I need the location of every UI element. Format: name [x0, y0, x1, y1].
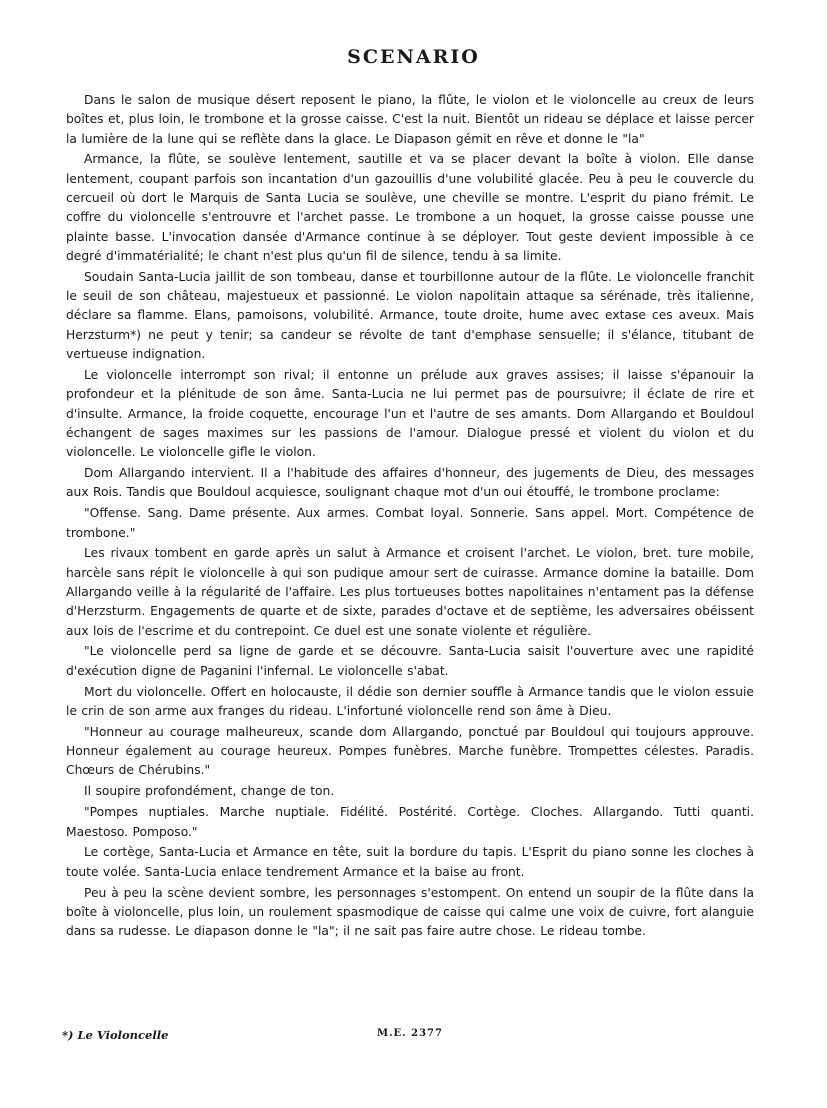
page-title: SCENARIO [347, 46, 480, 68]
plate-number: M.E. 2377 [377, 1028, 443, 1039]
paragraph: Armance, la flûte, se soulève lentement, sautille et va se placer devant la boîte à violon. Elle danse lentement, coupant parfois son incantation d'un gazouillis d'une volubilité glacée. Peu à peu le couvercle du cercueil où dort le Marquis de Santa Lucia se soulève, une cheville se montre. L'esprit du piano frémit. Le coffre du violoncelle s'entrouvre et l'archet passe. Le trombone a un hoquet, la grosse caisse pousse une plainte basse. L'invocation dansée d'Armance continue à se déployer. Tout geste devient impossible à ce degré d'immatérialité; le chant n'est plus qu'un fil de silence, tendu à sa limite. [66, 152, 754, 263]
paragraph: Peu à peu la scène devient sombre, les personnages s'estompent. On entend un soupir de la flûte dans la boîte à violoncelle, plus loin, un roulement spasmodique de caisse qui calme une voix de cuivre, fort alanguie dans sa rudesse. Le diapason donne le "la"; il ne sait pas faire autre chose. Le rideau tombe. [66, 885, 754, 939]
paragraph: "Offense. Sang. Dame présente. Aux armes. Combat loyal. Sonnerie. Sans appel. Mort. Compétence de trombone." [66, 506, 754, 540]
paragraph: Mort du violoncelle. Offert en holocauste, il dédie son dernier souffle à Armance tandis que le violon essuie le crin de son arme aux franges du rideau. L'infortuné violoncelle rend son âme à Dieu. [66, 684, 754, 718]
paragraph: Le cortège, Santa-Lucia et Armance en tête, suit la bordure du tapis. L'Esprit du piano sonne les cloches à toute volée. Santa-Lucia enlace tendrement Armance et la baise au front. [66, 845, 754, 879]
footnote: *) Le Violoncelle [62, 1028, 169, 1042]
paragraph: "Pompes nuptiales. Marche nuptiale. Fidélité. Postérité. Cortège. Cloches. Allargando. Tutti quanti. Maestoso. Pomposo." [66, 805, 754, 839]
scenario-text [66, 91, 754, 943]
paragraph: "Honneur au courage malheureux, scande dom Allargando, ponctué par Bouldoul qui toujours approuve. Honneur également au courage heureux. Pompes funèbres. Marche funèbre. Trompettes célestes. Paradis. Chœurs de Chérubins." [66, 724, 754, 778]
paragraph: Le violoncelle interrompt son rival; il entonne un prélude aux graves assises; il laisse s'épanouir la profondeur et la plénitude de son âme. Santa-Lucia ne lui permet pas de poursuivre; il éclate de rire et d'insulte. Armance, la froide coquette, encourage l'un et l'autre de ses amants. Dom Allargando et Bouldoul échangent de sages maximes sur les passions de l'amour. Dialogue pressé et violent du violon et du violoncelle. Le violoncelle gifle le violon. [66, 367, 754, 460]
page-footer [62, 1028, 762, 1048]
paragraph: Dans le salon de musique désert reposent le piano, la flûte, le violon et le violoncelle au creux de leurs boîtes et, plus loin, le trombone et la grosse caisse. C'est la nuit. Bientôt un rideau se déplace et laisse percer la lumière de la lune qui se reflète dans la glace. Le Diapason gémit en rêve et donne le "la" [66, 93, 754, 146]
paragraph: Dom Allargando intervient. Il a l'habitude des affaires d'honneur, des jugements de Dieu, des messages aux Rois. Tandis que Bouldoul acquiesce, soulignant chaque mot d'un oui étouffé, le trombone proclame: [66, 466, 754, 500]
paragraph: Les rivaux tombent en garde après un salut à Armance et croisent l'archet. Le violon, bret. ture mobile, harcèle sans répit le violoncelle à qui son pudique amour sert de cuirasse. Armance domine la bataille. Dom Allargando veille à la régularité de l'affaire. Les plus tortueuses bottes napolitaines n'entament pas la défense d'Herzsturm. Engagements de quarte et de sixte, parades d'octave et de septième, les adversaires obéissent aux lois de l'escrime et du contrepoint. Ce duel est une sonate violente et régulière. [66, 546, 754, 638]
paragraph: "Le violoncelle perd sa ligne de garde et se découvre. Santa-Lucia saisit l'ouverture avec une rapidité d'exécution digne de Paganini l'infernal. Le violoncelle s'abat. [66, 644, 754, 678]
paragraph: Il soupire profondément, change de ton. [84, 784, 335, 799]
paragraph: Soudain Santa-Lucia jaillit de son tombeau, danse et tourbillonne autour de la flûte. Le violoncelle franchit le seuil de son château, majestueux et passionné. Le violon napolitain attaque sa sérénade, très italienne, déclare sa flamme. Elans, pamoisons, volubilité. Armance, toute droite, hume avec extase ces aveux. Mais Herzsturm*) ne peut y tenir; sa candeur se révolte de tant d'emphase sensuelle; il s'élance, titubant de vertueuse indignation. [66, 269, 754, 362]
